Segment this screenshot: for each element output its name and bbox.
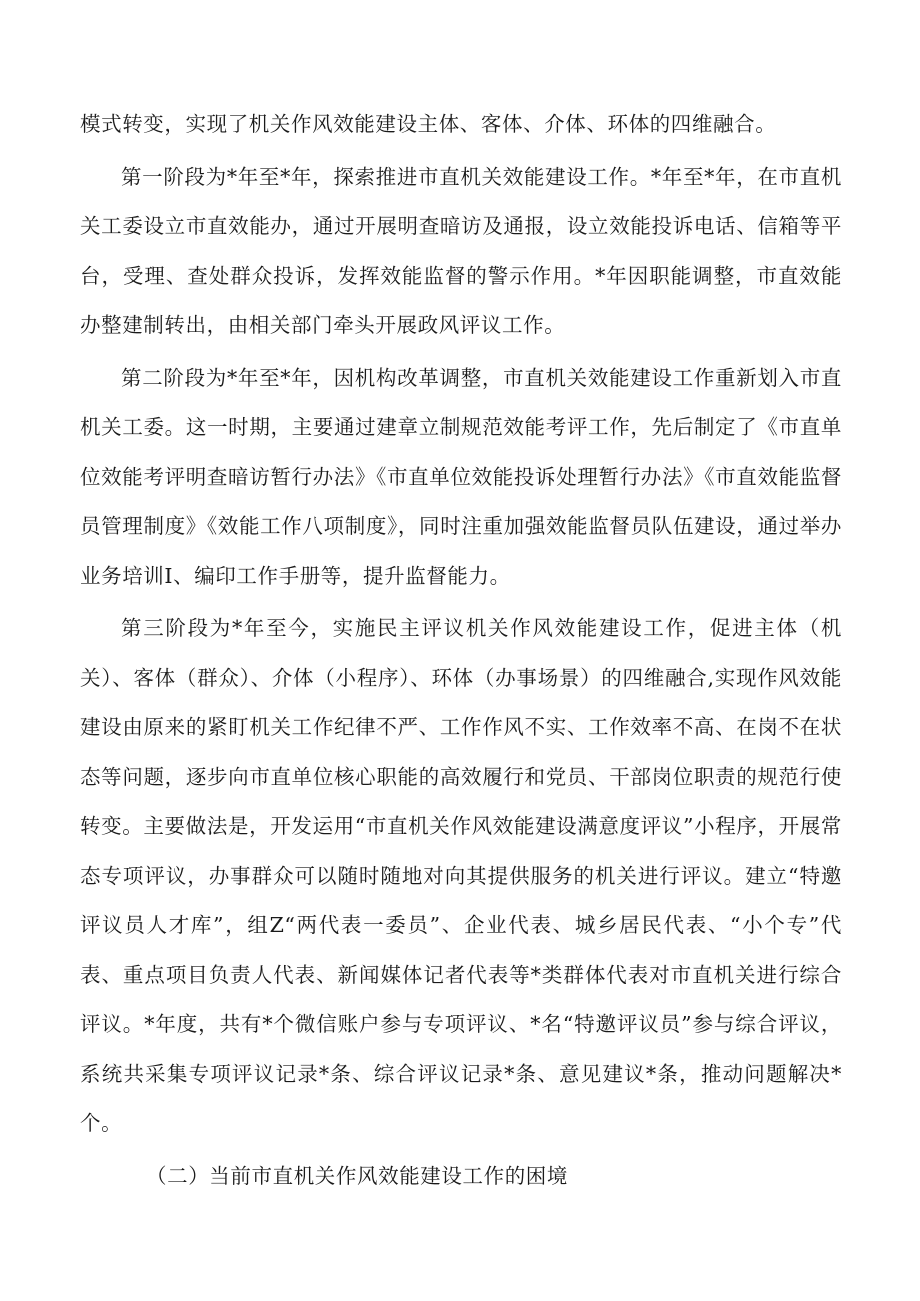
document-page — [80, 100, 842, 1201]
paragraph-stage-1: 第一阶段为*年至*年，探索推进市直机关效能建设工作。*年至*年，在市直机关工委设立市直效能办，通过开展明查暗访及通报，设立效能投诉电话、信箱等平台，受理、查处群众投诉，发挥效能监督的警示作用。*年因职能调整，市直效能办整建制转出，由相关部门牵头开展政风评议工作。 — [80, 164, 842, 337]
section-heading: （二）当前市直机关作风效能建设工作的困境 — [146, 1163, 568, 1188]
paragraph-stage-2: 第二阶段为*年至*年，因机构改革调整，市直机关效能建设工作重新划入市直机关工委。这一时期，主要通过建章立制规范效能考评工作，先后制定了《市直单位效能考评明查暗访暂行办法》《市直单位效能投诉处理暂行办法》《市直效能监督员管理制度》《效能工作八项制度》，同时注重加强效能监督员队伍建设，通过举办业务培训I、编印工作手册等，提升监督能力。 — [80, 365, 842, 588]
paragraph-continuation: 模式转变，实现了机关作风效能建设主体、客体、介体、环体的四维融合。 — [80, 112, 777, 136]
paragraph-stage-3: 第三阶段为*年至今，实施民主评议机关作风效能建设工作，促进主体（机关）、客体（群众）、介体（小程序）、环体（办事场景）的四维融合,实现作风效能建设由原来的紧盯机关工作纪律不严、工作作风不实、工作效率不高、在岗不在状态等问题，逐步向市直单位核心职能的高效履行和党员、干部岗位职责的规范行使转变。主要做法是，开发运用“市直机关作风效能建设满意度评议”小程序，开展常态专项评议，办事群众可以随时随地对向其提供服务的机关进行评议。建立“特邀评议员人才库”，组Z“两代表一委员”、企业代表、城乡居民代表、“小个专”代表、重点项目负责人代表、新闻媒体记者代表等*类群体代表对市直机关进行综合评议。*年度，共有*个微信账户参与专项评议、*名“特邀评议员”参与综合评议，系统共采集专项评议记录*条、综合评议记录*条、意见建议*条，推动问题解决*个。 — [80, 616, 842, 1135]
